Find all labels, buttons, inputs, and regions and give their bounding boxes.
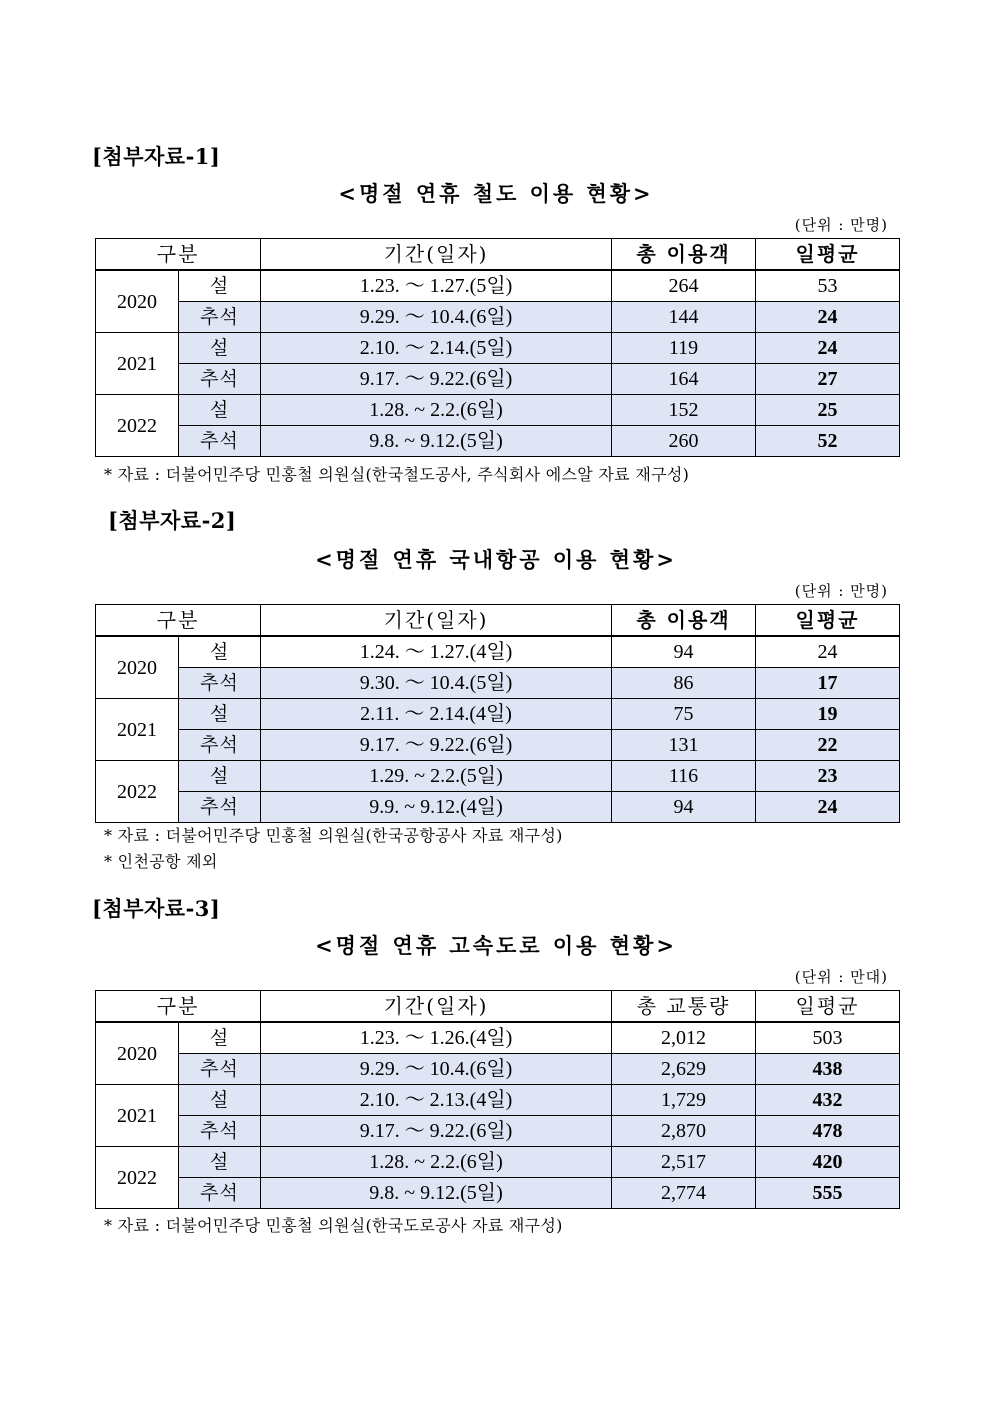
table-row bbox=[96, 1054, 900, 1085]
period-cell: 9.17. ～ 9.22.(6일) bbox=[261, 364, 612, 395]
daily-cell: 432 bbox=[756, 1085, 900, 1116]
header-total: 총 이용객 bbox=[612, 605, 756, 637]
period-cell: 9.17. ～ 9.22.(6일) bbox=[261, 1116, 612, 1147]
daily-cell: 25 bbox=[756, 395, 900, 426]
header-period: 기간(일자) bbox=[261, 605, 612, 637]
season-cell: 추석 bbox=[179, 668, 261, 699]
table-row bbox=[96, 1022, 900, 1054]
daily-cell: 24 bbox=[756, 333, 900, 364]
table-row bbox=[96, 730, 900, 761]
total-cell: 94 bbox=[612, 792, 756, 823]
table-row bbox=[96, 1085, 900, 1116]
daily-cell: 420 bbox=[756, 1147, 900, 1178]
period-cell: 2.10. ～ 2.14.(5일) bbox=[261, 333, 612, 364]
season-cell: 설 bbox=[179, 1147, 261, 1178]
expressway-table bbox=[95, 990, 900, 1209]
source-note: * 자료 : 더불어민주당 민홍철 의원실(한국공항공사 자료 재구성) bbox=[104, 826, 563, 845]
source-note: * 자료 : 더불어민주당 민홍철 의원실(한국철도공사, 주식회사 에스알 자료 재구성) bbox=[104, 465, 690, 484]
season-cell: 설 bbox=[179, 1085, 261, 1116]
year-cell: 2022 bbox=[96, 1147, 179, 1209]
season-cell: 추석 bbox=[179, 1116, 261, 1147]
season-cell: 추석 bbox=[179, 302, 261, 333]
daily-cell: 503 bbox=[756, 1022, 900, 1054]
period-cell: 2.11. ～ 2.14.(4일) bbox=[261, 699, 612, 730]
season-cell: 설 bbox=[179, 333, 261, 364]
year-cell: 2021 bbox=[96, 1085, 179, 1147]
table-row bbox=[96, 1178, 900, 1209]
daily-cell: 27 bbox=[756, 364, 900, 395]
season-cell: 설 bbox=[179, 699, 261, 730]
daily-cell: 24 bbox=[756, 636, 900, 668]
table-row bbox=[96, 668, 900, 699]
year-cell: 2021 bbox=[96, 333, 179, 395]
season-cell: 설 bbox=[179, 270, 261, 302]
period-cell: 2.10. ～ 2.13.(4일) bbox=[261, 1085, 612, 1116]
table-row bbox=[96, 302, 900, 333]
table-row bbox=[96, 333, 900, 364]
attachment-label: [첨부자료-2] bbox=[108, 508, 237, 533]
header-total: 총 교통량 bbox=[612, 991, 756, 1023]
attachment-label: [첨부자료-3] bbox=[92, 896, 221, 921]
daily-cell: 555 bbox=[756, 1178, 900, 1209]
table-header-row bbox=[96, 239, 900, 271]
total-cell: 152 bbox=[612, 395, 756, 426]
daily-cell: 24 bbox=[756, 792, 900, 823]
unit-label: (단위 : 만대) bbox=[794, 968, 888, 986]
domestic-air-table bbox=[95, 604, 900, 823]
total-cell: 131 bbox=[612, 730, 756, 761]
exclusion-note: * 인천공항 제외 bbox=[104, 852, 218, 871]
daily-cell: 24 bbox=[756, 302, 900, 333]
header-period: 기간(일자) bbox=[261, 991, 612, 1023]
period-cell: 1.23. ～ 1.27.(5일) bbox=[261, 270, 612, 302]
total-cell: 116 bbox=[612, 761, 756, 792]
total-cell: 164 bbox=[612, 364, 756, 395]
season-cell: 추석 bbox=[179, 1054, 261, 1085]
table-row bbox=[96, 636, 900, 668]
period-cell: 1.28. ~ 2.2.(6일) bbox=[261, 395, 612, 426]
table-row bbox=[96, 364, 900, 395]
header-category: 구분 bbox=[96, 605, 261, 637]
railway-table bbox=[95, 238, 900, 457]
table-row bbox=[96, 761, 900, 792]
period-cell: 9.8. ~ 9.12.(5일) bbox=[261, 426, 612, 457]
total-cell: 264 bbox=[612, 270, 756, 302]
header-daily: 일평균 bbox=[756, 991, 900, 1023]
header-total: 총 이용객 bbox=[612, 239, 756, 271]
season-cell: 추석 bbox=[179, 792, 261, 823]
total-cell: 86 bbox=[612, 668, 756, 699]
season-cell: 추석 bbox=[179, 730, 261, 761]
table-title: <명절 연휴 고속도로 이용 현황> bbox=[315, 933, 677, 958]
daily-cell: 17 bbox=[756, 668, 900, 699]
daily-cell: 478 bbox=[756, 1116, 900, 1147]
period-cell: 9.30. ～ 10.4.(5일) bbox=[261, 668, 612, 699]
daily-cell: 19 bbox=[756, 699, 900, 730]
season-cell: 설 bbox=[179, 636, 261, 668]
season-cell: 추석 bbox=[179, 426, 261, 457]
table-row bbox=[96, 1116, 900, 1147]
year-cell: 2020 bbox=[96, 636, 179, 699]
daily-cell: 52 bbox=[756, 426, 900, 457]
daily-cell: 22 bbox=[756, 730, 900, 761]
table-title: <명절 연휴 국내항공 이용 현황> bbox=[315, 547, 677, 572]
header-daily: 일평균 bbox=[756, 605, 900, 637]
year-cell: 2020 bbox=[96, 270, 179, 333]
header-category: 구분 bbox=[96, 239, 261, 271]
season-cell: 추석 bbox=[179, 1178, 261, 1209]
attachment-label: [첨부자료-1] bbox=[92, 144, 221, 169]
table-row bbox=[96, 270, 900, 302]
table-row bbox=[96, 792, 900, 823]
total-cell: 2,012 bbox=[612, 1022, 756, 1054]
source-note: * 자료 : 더불어민주당 민홍철 의원실(한국도로공사 자료 재구성) bbox=[104, 1216, 563, 1235]
daily-cell: 53 bbox=[756, 270, 900, 302]
total-cell: 1,729 bbox=[612, 1085, 756, 1116]
total-cell: 2,629 bbox=[612, 1054, 756, 1085]
period-cell: 9.17. ～ 9.22.(6일) bbox=[261, 730, 612, 761]
season-cell: 설 bbox=[179, 761, 261, 792]
period-cell: 9.29. ～ 10.4.(6일) bbox=[261, 1054, 612, 1085]
unit-label: (단위 : 만명) bbox=[794, 216, 888, 234]
total-cell: 75 bbox=[612, 699, 756, 730]
total-cell: 260 bbox=[612, 426, 756, 457]
period-cell: 9.8. ~ 9.12.(5일) bbox=[261, 1178, 612, 1209]
table-header-row bbox=[96, 991, 900, 1023]
period-cell: 1.23. ～ 1.26.(4일) bbox=[261, 1022, 612, 1054]
header-category: 구분 bbox=[96, 991, 261, 1023]
table-title: <명절 연휴 철도 이용 현황> bbox=[338, 181, 654, 206]
total-cell: 2,774 bbox=[612, 1178, 756, 1209]
season-cell: 설 bbox=[179, 1022, 261, 1054]
table-row bbox=[96, 699, 900, 730]
period-cell: 1.29. ~ 2.2.(5일) bbox=[261, 761, 612, 792]
season-cell: 설 bbox=[179, 395, 261, 426]
year-cell: 2022 bbox=[96, 395, 179, 457]
season-cell: 추석 bbox=[179, 364, 261, 395]
table-row bbox=[96, 395, 900, 426]
total-cell: 119 bbox=[612, 333, 756, 364]
header-period: 기간(일자) bbox=[261, 239, 612, 271]
header-daily: 일평균 bbox=[756, 239, 900, 271]
period-cell: 9.9. ~ 9.12.(4일) bbox=[261, 792, 612, 823]
table-row bbox=[96, 426, 900, 457]
daily-cell: 23 bbox=[756, 761, 900, 792]
year-cell: 2021 bbox=[96, 699, 179, 761]
year-cell: 2020 bbox=[96, 1022, 179, 1085]
unit-label: (단위 : 만명) bbox=[794, 582, 888, 600]
table-header-row bbox=[96, 605, 900, 637]
total-cell: 2,517 bbox=[612, 1147, 756, 1178]
total-cell: 2,870 bbox=[612, 1116, 756, 1147]
period-cell: 1.28. ~ 2.2.(6일) bbox=[261, 1147, 612, 1178]
period-cell: 1.24. ～ 1.27.(4일) bbox=[261, 636, 612, 668]
total-cell: 94 bbox=[612, 636, 756, 668]
table-row bbox=[96, 1147, 900, 1178]
year-cell: 2022 bbox=[96, 761, 179, 823]
total-cell: 144 bbox=[612, 302, 756, 333]
daily-cell: 438 bbox=[756, 1054, 900, 1085]
period-cell: 9.29. ～ 10.4.(6일) bbox=[261, 302, 612, 333]
